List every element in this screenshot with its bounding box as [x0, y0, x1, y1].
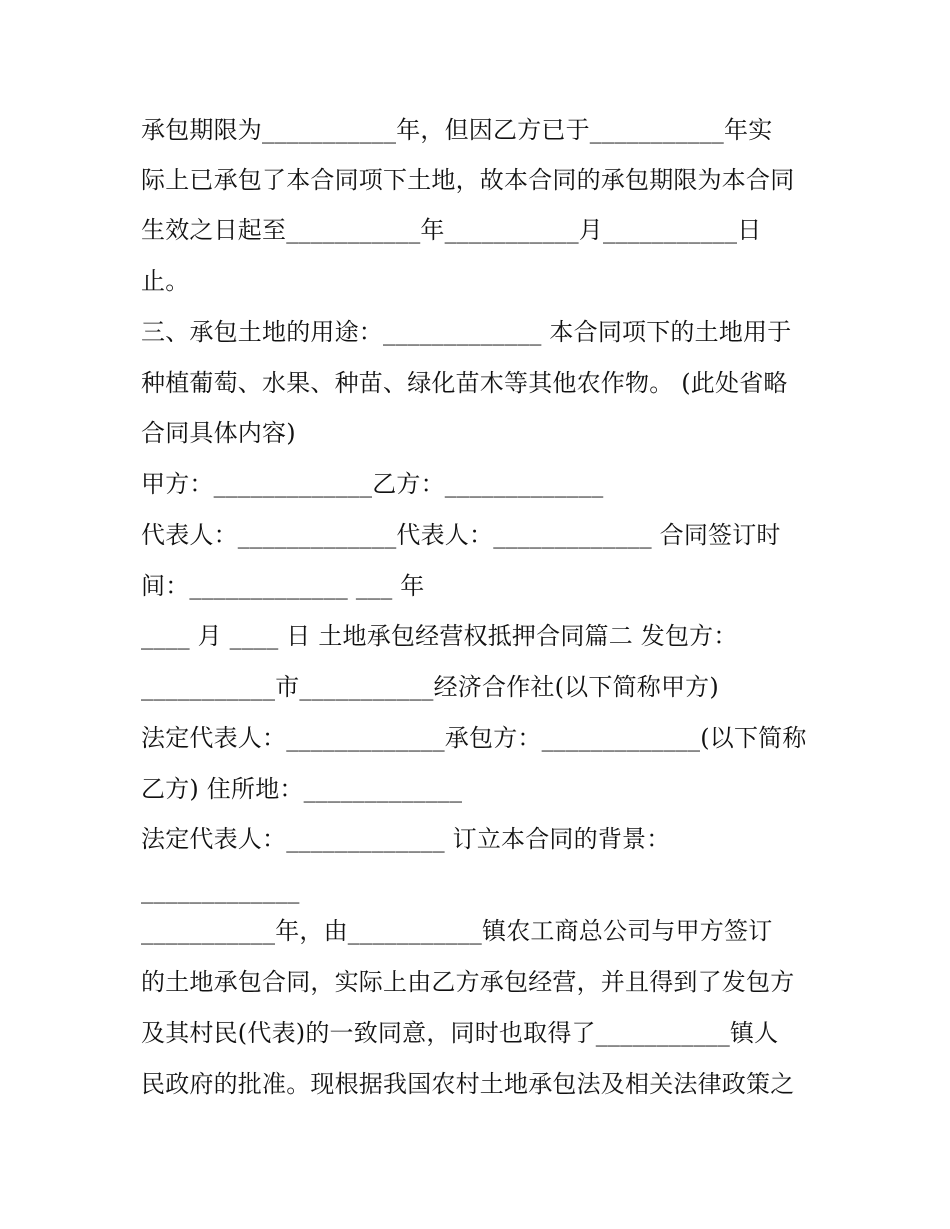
text-line: ___________年，由___________镇农工商总公司与甲方签订 [141, 917, 773, 945]
text-line: 止。 [141, 267, 190, 295]
text-line: 法定代表人：_____________ 订立本合同的背景： [141, 825, 671, 853]
text-line: 的土地承包合同，实际上由乙方承包经营，并且得到了发包方 [141, 968, 795, 996]
text-line: 生效之日起至___________年___________月___________日 [141, 216, 762, 244]
text-line: 承包期限为___________年，但因乙方已于___________年实 [141, 116, 773, 144]
text-line: 三、承包土地的用途：_____________ 本合同项下的土地用于 [141, 318, 792, 346]
text-line: ___________市___________经济合作社(以下简称甲方) [141, 673, 719, 701]
text-line: 间：_____________ ___ 年 [141, 572, 425, 600]
text-line: 合同具体内容) [141, 419, 296, 447]
text-line: 及其村民(代表)的一致同意，同时也取得了___________镇人 [141, 1019, 779, 1047]
text-line: 民政府的批准。现根据我国农村土地承包法及相关法律政策之 [141, 1070, 795, 1098]
text-line: 乙方) 住所地：_____________ [141, 775, 463, 803]
text-line: 代表人：_____________代表人：_____________ 合同签订时 [141, 521, 781, 549]
text-line: 法定代表人：_____________承包方：_____________(以下简称 [141, 724, 807, 752]
text-line: 甲方：_____________乙方：_____________ [141, 470, 604, 498]
text-line: 际上已承包了本合同项下土地，故本合同的承包期限为本合同 [141, 166, 795, 194]
text-line: 种植葡萄、水果、种苗、绿化苗木等其他农作物。 (此处省略 [141, 369, 788, 397]
text-line: _____________ [141, 876, 300, 904]
text-line: ____ 月 ____ 日 土地承包经营权抵押合同篇二 发包方： [141, 622, 738, 650]
